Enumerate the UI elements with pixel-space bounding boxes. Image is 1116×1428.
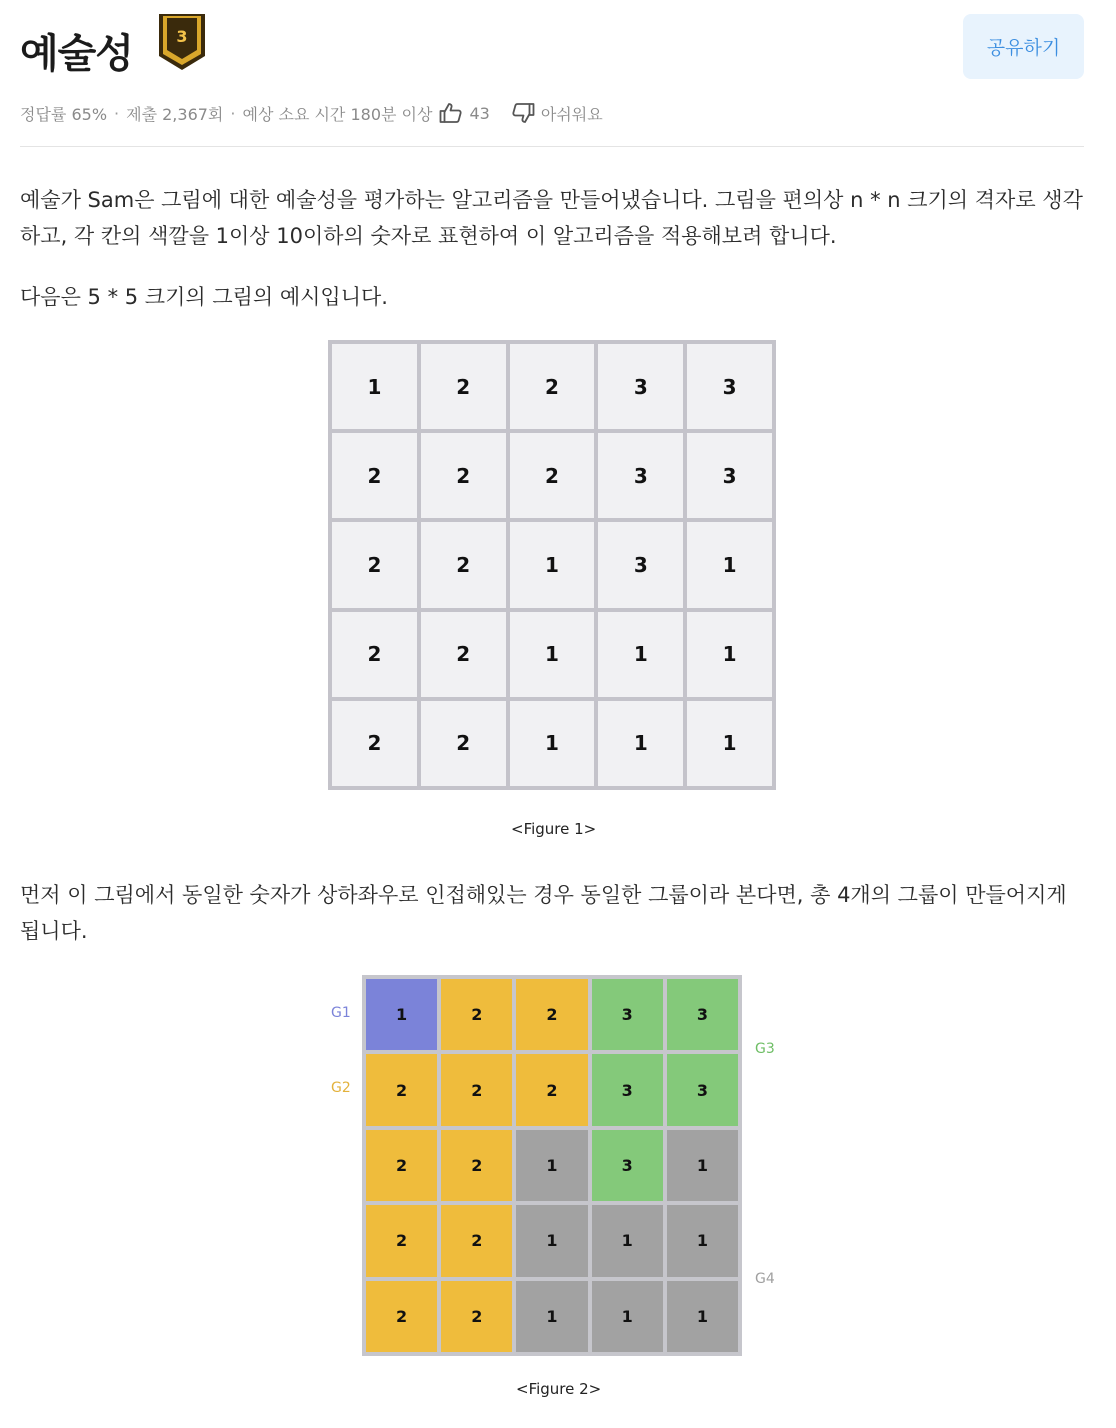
grid-cell: 2: [332, 612, 417, 697]
grid-cell-group-4: 1: [667, 1130, 738, 1201]
grid-cell-group-2: 2: [516, 979, 587, 1050]
grid-cell: 2: [510, 433, 595, 518]
grid-cell-group-2: 2: [366, 1281, 437, 1352]
dislike-label[interactable]: 아쉬워요: [540, 104, 603, 124]
thumbs-down-icon[interactable]: [511, 102, 535, 124]
grid-cell-group-4: 1: [592, 1281, 663, 1352]
grid-cell: 1: [510, 522, 595, 607]
grid-cell-group-2: 2: [516, 1054, 587, 1125]
problem-title: 예술성: [20, 31, 133, 77]
grid-cell: 3: [687, 433, 772, 518]
grid-cell: 2: [332, 701, 417, 786]
grid-cell: 2: [332, 522, 417, 607]
grid-cell-group-4: 1: [667, 1205, 738, 1276]
problem-meta: [20, 100, 603, 126]
group-label-g3: G3: [755, 1041, 775, 1057]
grid-cell-group-4: 1: [516, 1205, 587, 1276]
grid-cell-group-3: 3: [592, 1054, 663, 1125]
grid-cell-group-4: 1: [667, 1281, 738, 1352]
figure-2-caption: <Figure 2>: [516, 1380, 602, 1398]
grid-cell-group-2: 2: [366, 1054, 437, 1125]
figure-1-caption: <Figure 1>: [511, 820, 597, 838]
grid-cell: 2: [510, 344, 595, 429]
grid-cell: 1: [598, 701, 683, 786]
thumbs-up-icon[interactable]: [439, 102, 463, 124]
grid-cell: 2: [332, 433, 417, 518]
grid-cell: 1: [687, 701, 772, 786]
problem-header: [20, 12, 1084, 82]
grid-cell-group-3: 3: [667, 979, 738, 1050]
separator-dot: ·: [114, 103, 120, 123]
grid-cell: 1: [687, 522, 772, 607]
grid-cell-group-4: 1: [592, 1205, 663, 1276]
grid-cell: 1: [332, 344, 417, 429]
grid-cell-group-2: 2: [366, 1205, 437, 1276]
grid-cell: 3: [598, 522, 683, 607]
level-badge-number: 3: [176, 27, 188, 46]
figure-1-grid: [328, 340, 776, 790]
header-divider: [20, 146, 1084, 147]
example-intro-paragraph: 다음은 5 * 5 크기의 그림의 예시입니다.: [20, 285, 388, 309]
grid-cell-group-2: 2: [366, 1130, 437, 1201]
grid-cell: 1: [510, 612, 595, 697]
grid-cell: 2: [421, 344, 506, 429]
grid-cell-group-3: 3: [667, 1054, 738, 1125]
grid-cell: 3: [598, 433, 683, 518]
grid-cell: 2: [421, 433, 506, 518]
grid-cell-group-2: 2: [441, 1054, 512, 1125]
group-label-g2: G2: [331, 1080, 351, 1096]
accuracy-rate: 정답률 65%: [20, 104, 108, 124]
level-badge-icon: [157, 12, 207, 72]
share-button[interactable]: 공유하기: [963, 14, 1084, 79]
group-label-g1: G1: [331, 1005, 351, 1021]
grid-cell-group-3: 3: [592, 979, 663, 1050]
grid-cell: 2: [421, 701, 506, 786]
grid-cell-group-3: 3: [592, 1130, 663, 1201]
grid-cell-group-4: 1: [516, 1281, 587, 1352]
grid-cell-group-4: 1: [516, 1130, 587, 1201]
grid-cell: 1: [598, 612, 683, 697]
grid-cell-group-2: 2: [441, 1130, 512, 1201]
grid-cell: 2: [421, 522, 506, 607]
problem-description-paragraph: 예술가 Sam은 그림에 대한 예술성을 평가하는 알고리즘을 만들어냈습니다. 그림을 편의상 n * n 크기의 격자로 생각하고, 각 칸의 색깔을 1이상 10이하의 숫자로 표현하여 이 알고리즘을 적용해보려 합니다.: [20, 188, 1083, 248]
grid-cell-group-2: 2: [441, 1205, 512, 1276]
separator-dot: ·: [230, 103, 236, 123]
grid-cell: 1: [510, 701, 595, 786]
grid-cell: 2: [421, 612, 506, 697]
figure-2-grid: [362, 975, 742, 1356]
grid-cell-group-1: 1: [366, 979, 437, 1050]
grid-cell: 1: [687, 612, 772, 697]
group-label-g4: G4: [755, 1271, 775, 1287]
grid-cell: 3: [687, 344, 772, 429]
estimated-time: 예상 소요 시간 180분 이상: [242, 104, 433, 124]
grouping-explanation-paragraph: 먼저 이 그림에서 동일한 숫자가 상하좌우로 인접해있는 경우 동일한 그룹이라 본다면, 총 4개의 그룹이 만들어지게 됩니다.: [20, 883, 1067, 943]
submission-count: 제출 2,367회: [126, 104, 224, 124]
grid-cell-group-2: 2: [441, 979, 512, 1050]
like-count: 43: [469, 103, 490, 123]
grid-cell-group-2: 2: [441, 1281, 512, 1352]
grid-cell: 3: [598, 344, 683, 429]
